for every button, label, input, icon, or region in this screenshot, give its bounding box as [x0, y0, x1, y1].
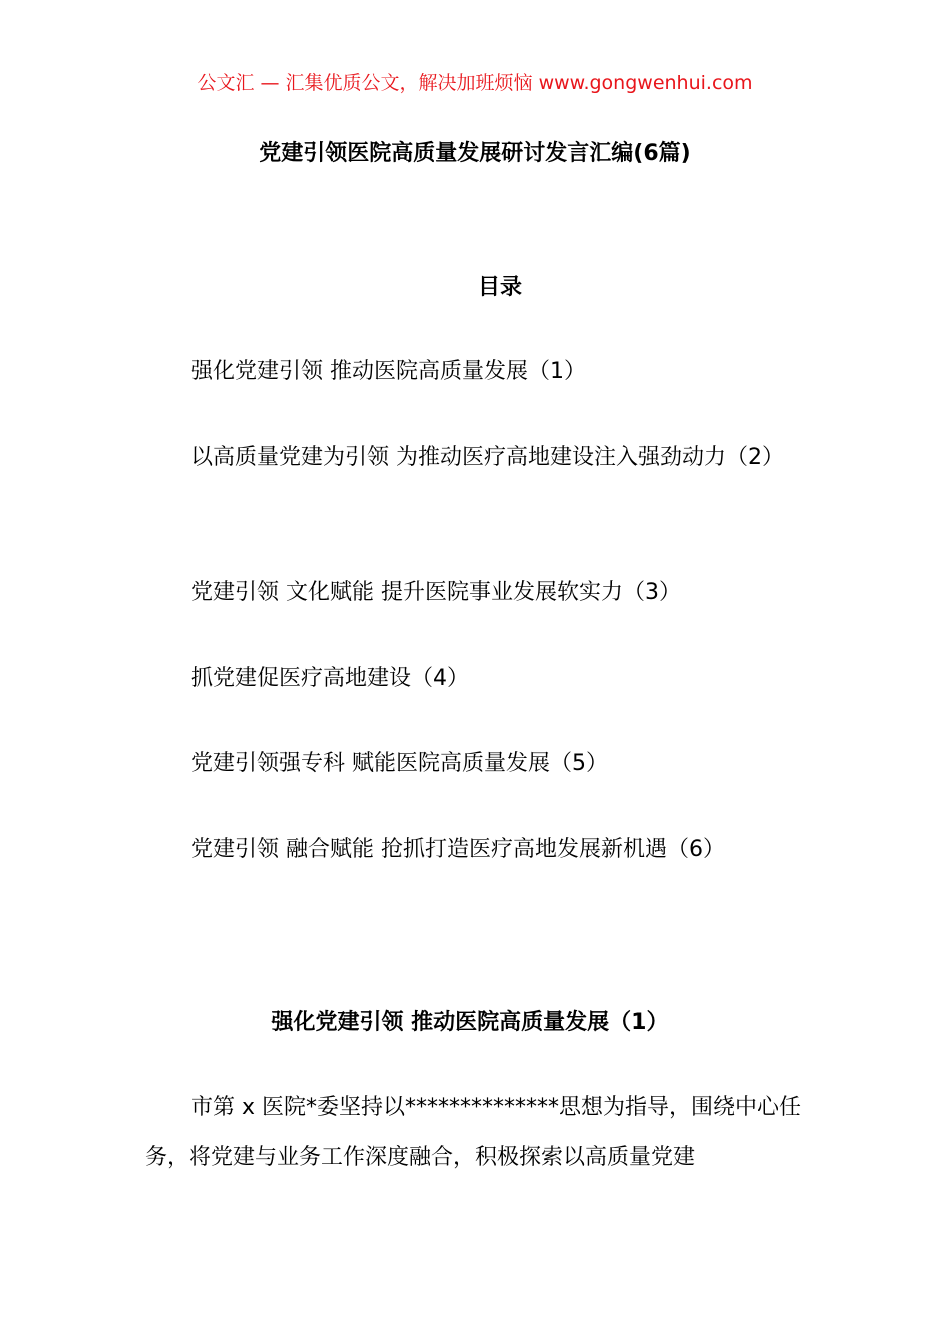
section-title: 强化党建引领 推动医院高质量发展（1） — [271, 1010, 669, 1035]
toc-heading: 目录 — [477, 275, 522, 300]
toc-item-3: 党建引领 文化赋能 提升医院事业发展软实力（3） — [191, 580, 681, 605]
watermark-header: 公文汇 — 汇集优质公文，解决加班烦恼 www.gongwenhui.com — [197, 72, 753, 94]
toc-item-6: 党建引领 融合赋能 抢抓打造医疗高地发展新机遇（6） — [191, 837, 725, 862]
toc-item-1: 强化党建引领 推动医院高质量发展（1） — [191, 359, 586, 384]
body-paragraph: 市第 x 医院*委坚持以**************思想为指导，围绕中心任务，将党建与业务工作深度融合，积极探索以高质量党建 — [145, 1095, 802, 1170]
toc-item-4: 抓党建促医疗高地建设（4） — [191, 666, 469, 691]
document-title: 党建引领医院高质量发展研讨发言汇编(6篇) — [259, 141, 691, 166]
toc-item-5: 党建引领强专科 赋能医院高质量发展（5） — [191, 751, 608, 776]
toc-item-2: 以高质量党建为引领 为推动医疗高地建设注入强劲动力（2） — [191, 445, 784, 470]
